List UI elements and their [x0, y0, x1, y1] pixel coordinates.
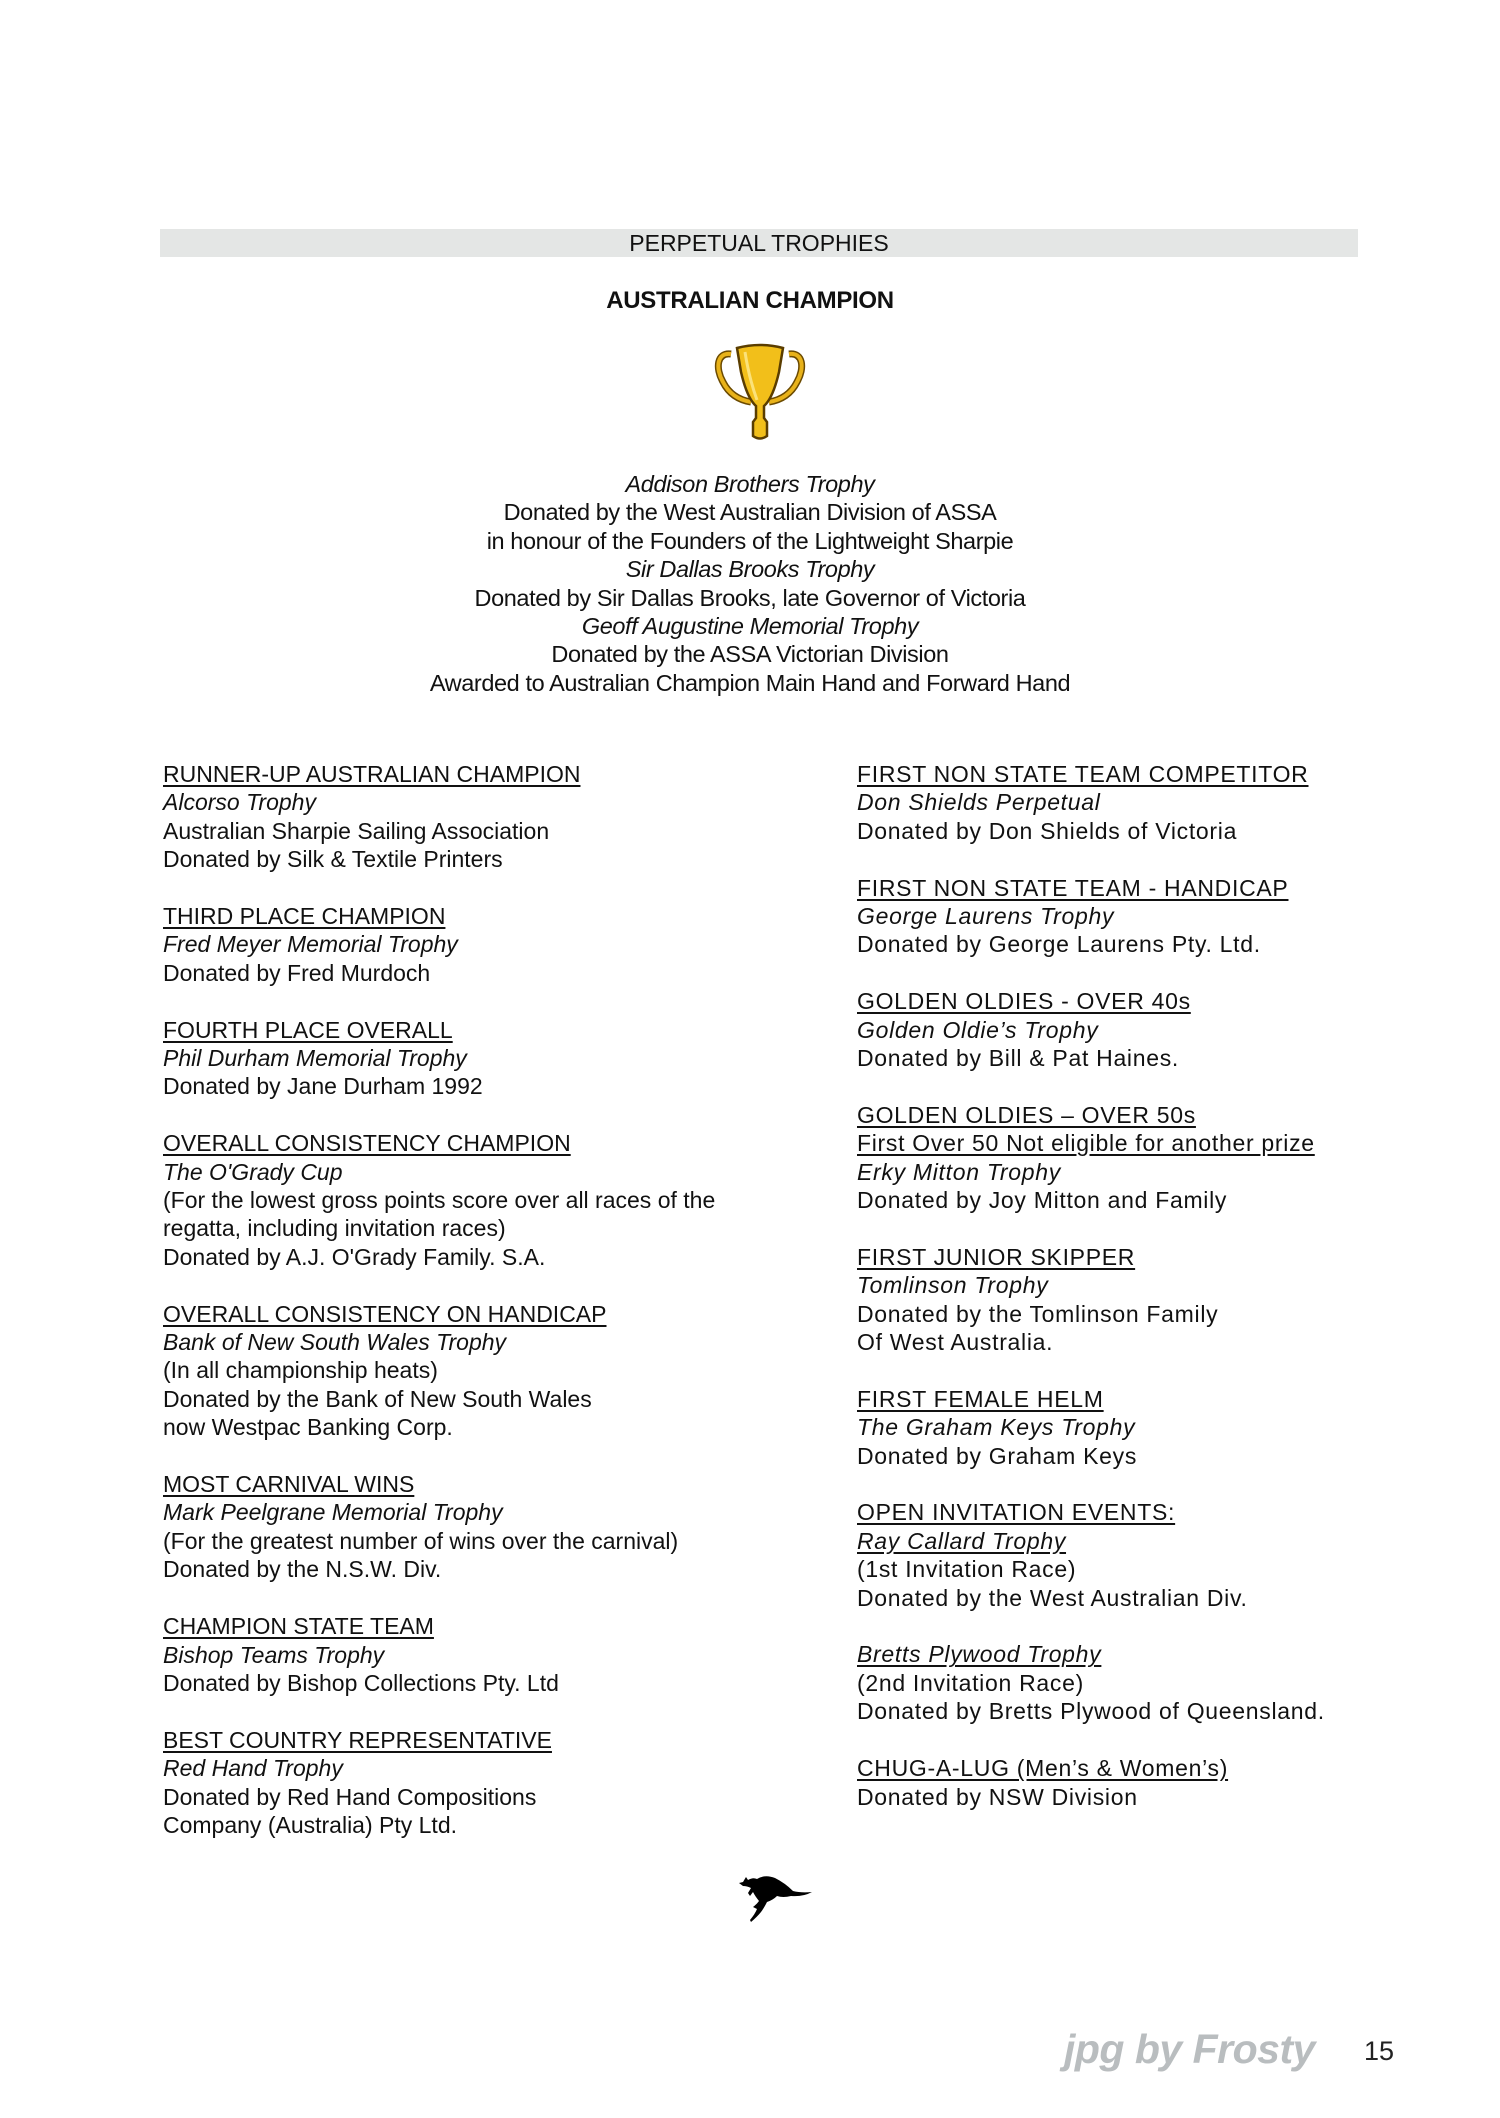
- trophy-name: Red Hand Trophy: [163, 1755, 343, 1782]
- trophy-name: Geoff Augustine Memorial Trophy: [581, 613, 919, 640]
- award-detail: Donated by the N.S.W. Div.: [163, 1556, 442, 1583]
- trophy-name: Bishop Teams Trophy: [163, 1641, 385, 1668]
- award-detail: (2nd Invitation Race): [857, 1669, 1084, 1696]
- award-detail: now Westpac Banking Corp.: [163, 1414, 453, 1441]
- kangaroo-icon: [737, 1874, 817, 1924]
- award-entry: [857, 1101, 1497, 1215]
- award-heading: OVERALL CONSISTENCY ON HANDICAP: [163, 1300, 607, 1327]
- award-detail: Donated by Silk & Textile Printers: [163, 846, 503, 873]
- award-detail: Australian Sharpie Sailing Association: [163, 817, 550, 844]
- award-entry: [857, 1498, 1497, 1612]
- award-heading: THIRD PLACE CHAMPION: [163, 903, 446, 930]
- trophy-name: Bank of New South Wales Trophy: [163, 1329, 507, 1356]
- award-detail: (For the greatest number of wins over the carnival): [163, 1527, 679, 1554]
- award-entry: [163, 1726, 843, 1840]
- trophy-name: Addison Brothers Trophy: [625, 471, 875, 497]
- award-entry: [857, 874, 1497, 959]
- award-heading: OPEN INVITATION EVENTS:: [857, 1499, 1176, 1526]
- award-entry: [163, 1612, 843, 1697]
- award-detail: Donated by Bretts Plywood of Queensland.: [857, 1698, 1325, 1725]
- award-heading: CHAMPION STATE TEAM: [163, 1613, 434, 1640]
- trophy-name: George Laurens Trophy: [857, 903, 1115, 930]
- award-entry: [163, 1300, 843, 1442]
- award-detail: (For the lowest gross points score over all races of the: [163, 1187, 716, 1214]
- trophy-icon: [709, 342, 811, 442]
- award-entry: [163, 1016, 843, 1101]
- award-detail: Donated by Graham Keys: [857, 1442, 1138, 1469]
- trophy-description: Donated by Sir Dallas Brooks, late Governor of Victoria: [474, 584, 1026, 611]
- award-entry: [857, 760, 1497, 845]
- award-entry: [163, 760, 843, 874]
- page-number: 15: [1364, 2036, 1395, 2066]
- award-detail: Donated by Bishop Collections Pty. Ltd: [163, 1669, 559, 1696]
- award-entry: [163, 902, 843, 987]
- award-detail: Donated by the Tomlinson Family: [857, 1300, 1219, 1327]
- award-detail: (1st Invitation Race): [857, 1556, 1077, 1583]
- award-entry: [163, 1470, 843, 1584]
- award-detail: Donated by the Bank of New South Wales: [163, 1385, 592, 1412]
- award-detail: Donated by Red Hand Compositions: [163, 1783, 537, 1810]
- trophy-name: Tomlinson Trophy: [857, 1272, 1049, 1299]
- award-heading: BEST COUNTRY REPRESENTATIVE: [163, 1726, 552, 1753]
- award-detail: Donated by Bill & Pat Haines.: [857, 1045, 1180, 1072]
- trophy-name: Ray Callard Trophy: [857, 1527, 1067, 1554]
- award-entry: [857, 987, 1497, 1072]
- award-detail: Donated by Jane Durham 1992: [163, 1073, 483, 1100]
- trophy-name: Phil Durham Memorial Trophy: [163, 1045, 467, 1072]
- watermark: jpg by Frosty: [1064, 2026, 1315, 2072]
- award-detail: Donated by Don Shields of Victoria: [857, 817, 1238, 844]
- section-band: [160, 229, 1358, 257]
- trophy-description: Donated by the West Australian Division of ASSA: [503, 499, 997, 526]
- award-heading: FIRST JUNIOR SKIPPER: [857, 1243, 1136, 1270]
- trophy-name: Bretts Plywood Trophy: [857, 1641, 1102, 1668]
- trophy-name: The Graham Keys Trophy: [857, 1414, 1136, 1441]
- award-detail: (In all championship heats): [163, 1357, 438, 1384]
- trophy-description: in honour of the Founders of the Lightweight Sharpie: [486, 527, 1014, 554]
- award-detail: Donated by A.J. O'Grady Family. S.A.: [163, 1243, 546, 1270]
- award-heading: FOURTH PLACE OVERALL: [163, 1016, 453, 1043]
- award-entry: [857, 1640, 1497, 1725]
- award-detail: Donated by Joy Mitton and Family: [857, 1187, 1228, 1214]
- award-heading: FIRST FEMALE HELM: [857, 1385, 1104, 1412]
- trophy-name: Don Shields Perpetual: [857, 789, 1101, 816]
- award-detail: Donated by the West Australian Div.: [857, 1584, 1248, 1611]
- award-detail: Of West Australia.: [857, 1329, 1054, 1356]
- award-entry: [857, 1243, 1497, 1357]
- trophy-description: Donated by the ASSA Victorian Division: [551, 641, 949, 668]
- left-column: [163, 760, 843, 1868]
- award-detail: regatta, including invitation races): [163, 1215, 506, 1242]
- award-heading: RUNNER-UP AUSTRALIAN CHAMPION: [163, 761, 581, 787]
- trophy-name: Fred Meyer Memorial Trophy: [163, 931, 458, 958]
- trophy-name: Golden Oldie’s Trophy: [857, 1016, 1099, 1043]
- award-heading: GOLDEN OLDIES - OVER 40s: [857, 988, 1191, 1015]
- trophy-name: Alcorso Trophy: [163, 789, 316, 816]
- award-entry: [163, 1129, 843, 1271]
- award-heading: OVERALL CONSISTENCY CHAMPION: [163, 1130, 571, 1157]
- trophy-name: The O'Grady Cup: [163, 1158, 343, 1185]
- trophy-description: Awarded to Australian Champion Main Hand and Forward Hand: [429, 669, 1071, 696]
- award-heading: GOLDEN OLDIES – OVER 50s: [857, 1101, 1196, 1128]
- award-entry: [857, 1754, 1497, 1811]
- right-column: [857, 760, 1497, 1839]
- award-heading: MOST CARNIVAL WINS: [163, 1471, 415, 1498]
- trophy-name: Sir Dallas Brooks Trophy: [625, 556, 875, 583]
- award-detail: Donated by NSW Division: [857, 1783, 1138, 1810]
- band-title: PERPETUAL TROPHIES: [629, 230, 889, 256]
- award-entry: [857, 1385, 1497, 1470]
- award-heading: CHUG-A-LUG (Men’s & Women’s): [857, 1755, 1229, 1782]
- award-heading: FIRST NON STATE TEAM - HANDICAP: [857, 874, 1289, 901]
- award-heading: FIRST NON STATE TEAM COMPETITOR: [857, 761, 1309, 787]
- australian-champion-details: [0, 470, 1500, 697]
- award-detail: First Over 50 Not eligible for another prize: [857, 1130, 1315, 1157]
- award-detail: Donated by Fred Murdoch: [163, 959, 431, 986]
- award-detail: Company (Australia) Pty Ltd.: [163, 1811, 458, 1838]
- award-detail: Donated by George Laurens Pty. Ltd.: [857, 931, 1261, 958]
- trophy-name: Erky Mitton Trophy: [857, 1158, 1061, 1185]
- trophy-name: Mark Peelgrane Memorial Trophy: [163, 1499, 503, 1526]
- section-title: AUSTRALIAN CHAMPION: [606, 287, 894, 314]
